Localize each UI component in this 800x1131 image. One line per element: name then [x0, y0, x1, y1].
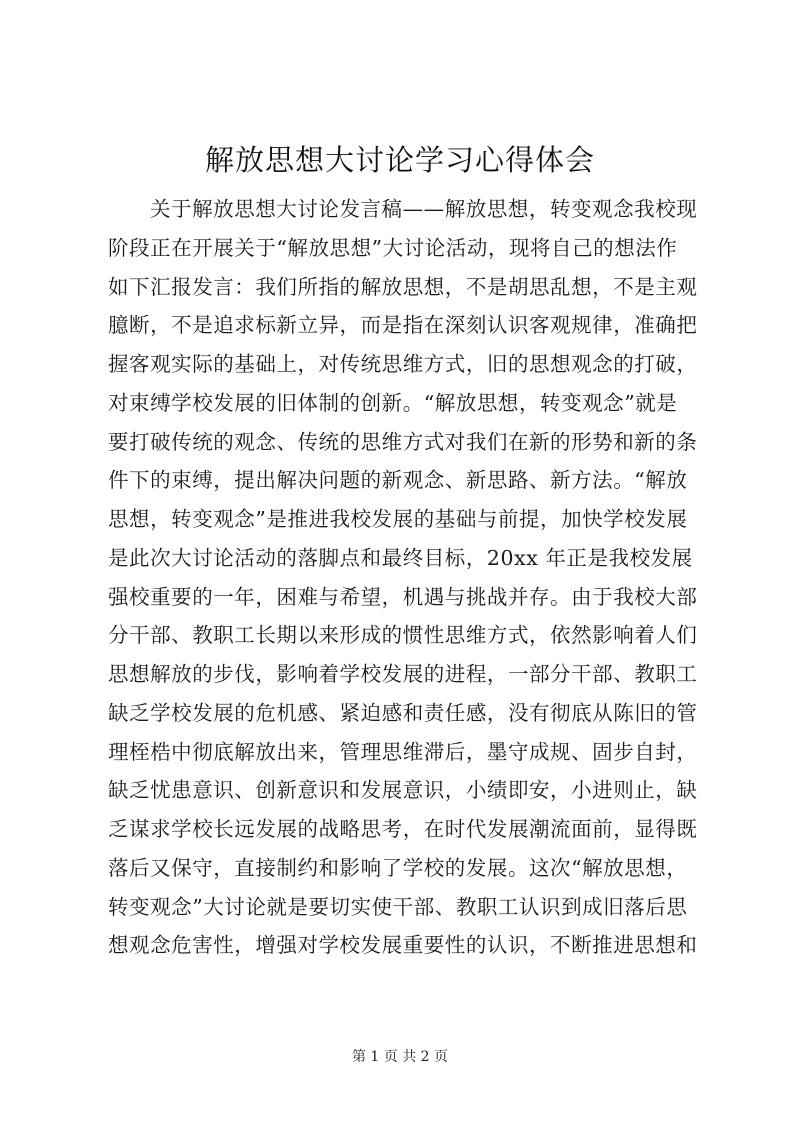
body-line: 臆断，不是追求标新立异，而是指在深刻认识客观规律，准确把 — [108, 313, 698, 338]
body-line: 转变观念”大讨论就是要切实使干部、教职工认识到成旧落后思 — [108, 894, 688, 919]
body-line: 缺乏学校发展的危机感、紧迫感和责任感，没有彻底从陈旧的管 — [108, 700, 698, 725]
body-line: 关于解放思想大讨论发言稿——解放思想，转变观念我校现 — [150, 197, 698, 221]
body-line: 强校重要的一年，困难与希望，机遇与挑战并存。由于我校大部 — [108, 584, 698, 609]
body-line: 是此次大讨论活动的落脚点和最终目标，20xx 年正是我校发展 — [108, 545, 693, 570]
body-line: 乏谋求学校长远发展的战略思考，在时代发展潮流面前，显得既 — [108, 817, 698, 841]
body-line: 对束缚学校发展的旧体制的创新。“解放思想，转变观念”就是 — [108, 390, 678, 415]
body-line: 想观念危害性，增强对学校发展重要性的认识，不断推进思想和 — [108, 933, 698, 958]
body-line: 理桎梏中彻底解放出来，管理思维滞后，墨守成规、固步自封， — [108, 739, 698, 764]
body-line: 要打破传统的观念、传统的思维方式对我们在新的形势和新的条 — [108, 429, 698, 454]
body-line: 分干部、教职工长期以来形成的惯性思维方式，依然影响着人们 — [108, 623, 698, 648]
body-line: 阶段正在开展关于“解放思想”大讨论活动，现将自己的想法作 — [108, 235, 678, 260]
page-number-footer: 第 1 页 共 2 页 — [351, 1049, 449, 1065]
body-line: 缺乏忧患意识、创新意识和发展意识，小绩即安，小进则止，缺 — [108, 778, 698, 803]
document-title: 解放思想大讨论学习心得体会 — [204, 143, 595, 177]
body-line: 握客观实际的基础上，对传统思维方式，旧的思想观念的打破， — [108, 352, 698, 376]
body-line: 落后又保守，直接制约和影响了学校的发展。这次“解放思想， — [108, 855, 688, 880]
body-line: 思想，转变观念”是推进我校发展的基础与前提，加快学校发展 — [108, 507, 688, 531]
body-line: 件下的束缚，提出解决问题的新观念、新思路、新方法。“解放 — [108, 468, 688, 493]
body-line: 思想解放的步伐，影响着学校发展的进程，一部分干部、教职工 — [108, 662, 698, 686]
body-line: 如下汇报发言：我们所指的解放思想，不是胡思乱想，不是主观 — [108, 274, 698, 299]
document-body — [108, 190, 708, 965]
